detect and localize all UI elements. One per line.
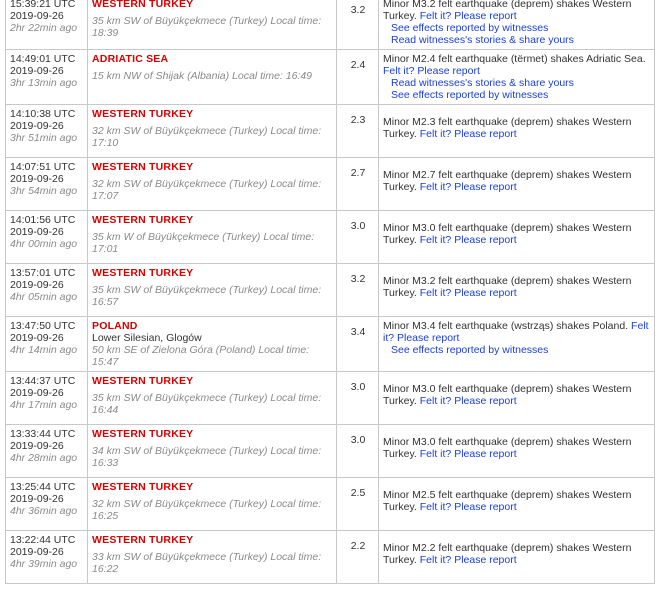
location-detail: 32 km SW of Büyükçekmece (Turkey) Local time: 17:10	[92, 125, 322, 149]
time-ago: 4hr 00min ago	[10, 238, 78, 250]
time-cell	[6, 372, 88, 425]
description-cell	[379, 264, 655, 317]
event-date: 2019-09-26	[10, 493, 64, 505]
description-text	[383, 222, 651, 246]
description-summary: Minor M3.0 felt earthquake (deprem) shakes Western Turkey.	[383, 383, 632, 407]
magnitude-cell	[337, 425, 379, 478]
table-row[interactable]	[6, 264, 655, 317]
region-cell[interactable]	[88, 105, 337, 158]
description-summary: Minor M2.4 felt earthquake (tërmet) shakes Adriatic Sea.	[383, 53, 646, 65]
description-cell	[379, 478, 655, 531]
location-detail: 34 km SW of Büyükçekmece (Turkey) Local time: 16:33	[92, 445, 322, 469]
location-detail: 33 km SW of Büyükçekmece (Turkey) Local time: 16:22	[92, 551, 322, 575]
region-cell[interactable]	[88, 425, 337, 478]
witness-link[interactable]: Read witnesses's stories & share yours	[391, 34, 574, 46]
region-name[interactable]: POLAND	[92, 320, 138, 332]
description-cell	[379, 50, 655, 105]
time-cell	[6, 0, 88, 50]
table-row[interactable]	[6, 211, 655, 264]
felt-it-report-link[interactable]: Felt it? Please report	[419, 395, 517, 407]
description-summary: Minor M3.4 felt earthquake (wstrząs) shakes Poland.	[383, 320, 629, 332]
felt-it-report-link[interactable]: Felt it? Please report	[383, 65, 480, 77]
felt-it-report-link[interactable]: Felt it? Please report	[383, 320, 649, 344]
magnitude-value: 2.7	[350, 167, 366, 179]
utc-time: 14:10:38 UTC	[10, 108, 76, 120]
description-text	[383, 275, 651, 299]
region-cell[interactable]	[88, 478, 337, 531]
magnitude-value: 2.4	[350, 59, 366, 71]
time-cell	[6, 425, 88, 478]
region-name[interactable]: WESTERN TURKEY	[92, 0, 194, 10]
utc-time: 13:44:37 UTC	[10, 375, 76, 387]
event-date: 2019-09-26	[10, 65, 64, 77]
location-detail: 50 km SE of Zielona Góra (Poland) Local time: 15:47	[92, 344, 310, 368]
region-cell[interactable]	[88, 317, 337, 372]
magnitude-cell	[337, 105, 379, 158]
time-ago: 4hr 28min ago	[10, 452, 78, 464]
table-row[interactable]	[6, 372, 655, 425]
time-cell	[6, 50, 88, 105]
table-row[interactable]	[6, 425, 655, 478]
description-cell	[379, 372, 655, 425]
time-ago: 3hr 51min ago	[10, 132, 78, 144]
utc-time: 13:33:44 UTC	[10, 428, 76, 440]
description-summary: Minor M2.2 felt earthquake (deprem) shakes Western Turkey.	[383, 542, 632, 566]
time-cell	[6, 531, 88, 584]
region-cell[interactable]	[88, 0, 337, 50]
description-cell	[379, 425, 655, 478]
region-name[interactable]: WESTERN TURKEY	[92, 267, 194, 279]
region-cell[interactable]	[88, 264, 337, 317]
witness-link[interactable]: See effects reported by witnesses	[391, 344, 549, 356]
event-date: 2019-09-26	[10, 226, 64, 238]
utc-time: 13:57:01 UTC	[10, 267, 76, 279]
description-text	[383, 436, 651, 460]
description-summary: Minor M3.0 felt earthquake (deprem) shakes Western Turkey.	[383, 436, 632, 460]
felt-it-report-link[interactable]: Felt it? Please report	[419, 234, 517, 246]
location-detail: 32 km SW of Büyükçekmece (Turkey) Local time: 17:07	[92, 178, 322, 202]
region-name[interactable]: WESTERN TURKEY	[92, 214, 194, 226]
location-detail: 35 km SW of Büyükçekmece (Turkey) Local time: 16:44	[92, 392, 322, 416]
time-cell	[6, 478, 88, 531]
description-summary: Minor M2.5 felt earthquake (deprem) shakes Western Turkey.	[383, 489, 632, 513]
magnitude-cell	[337, 531, 379, 584]
event-date: 2019-09-26	[10, 387, 64, 399]
time-ago: 4hr 17min ago	[10, 399, 78, 411]
table-row[interactable]	[6, 158, 655, 211]
event-date: 2019-09-26	[10, 440, 64, 452]
description-text	[383, 542, 651, 566]
event-date: 2019-09-26	[10, 332, 64, 344]
witness-link[interactable]: See effects reported by witnesses	[391, 22, 549, 34]
table-row[interactable]	[6, 478, 655, 531]
felt-it-report-link[interactable]: Felt it? Please report	[419, 448, 517, 460]
time-ago: 4hr 05min ago	[10, 291, 78, 303]
magnitude-cell	[337, 0, 379, 50]
location-detail: 32 km SW of Büyükçekmece (Turkey) Local time: 16:25	[92, 498, 322, 522]
magnitude-cell	[337, 211, 379, 264]
location-detail: 35 km SW of Büyükçekmece (Turkey) Local time: 18:39	[92, 15, 322, 39]
description-summary: Minor M2.7 felt earthquake (deprem) shakes Western Turkey.	[383, 169, 632, 193]
magnitude-value: 3.2	[350, 273, 366, 285]
location-detail: 35 km W of Büyükçekmece (Turkey) Local time: 17:01	[92, 231, 315, 255]
felt-it-report-link[interactable]: Felt it? Please report	[419, 554, 517, 566]
description-summary: Minor M3.2 felt earthquake (deprem) shakes Western Turkey.	[383, 0, 632, 22]
location-detail: 35 km SW of Büyükçekmece (Turkey) Local time: 16:57	[92, 284, 322, 308]
region-cell[interactable]	[88, 50, 337, 105]
region-cell[interactable]	[88, 211, 337, 264]
utc-time: 14:01:56 UTC	[10, 214, 76, 226]
event-date: 2019-09-26	[10, 120, 64, 132]
region-name[interactable]: WESTERN TURKEY	[92, 428, 194, 440]
utc-time: 13:47:50 UTC	[10, 320, 76, 332]
utc-time: 14:07:51 UTC	[10, 161, 76, 173]
description-text	[383, 320, 651, 344]
description-cell	[379, 0, 655, 50]
description-summary: Minor M3.2 felt earthquake (deprem) shakes Western Turkey.	[383, 275, 632, 299]
magnitude-value: 2.3	[350, 114, 366, 126]
magnitude-cell	[337, 264, 379, 317]
magnitude-cell	[337, 372, 379, 425]
time-ago: 3hr 54min ago	[10, 185, 78, 197]
region-subdivision: Lower Silesian, Glogów	[92, 332, 202, 344]
event-date: 2019-09-26	[10, 546, 64, 558]
time-ago: 4hr 36min ago	[10, 505, 78, 517]
magnitude-value: 3.0	[350, 381, 366, 393]
felt-it-report-link[interactable]: Felt it? Please report	[419, 10, 517, 22]
description-cell	[379, 211, 655, 264]
description-cell	[379, 105, 655, 158]
description-cell	[379, 531, 655, 584]
felt-it-report-link[interactable]: Felt it? Please report	[419, 501, 517, 513]
description-text	[383, 116, 651, 140]
magnitude-value: 2.5	[350, 487, 366, 499]
earthquake-table-body	[6, 0, 655, 584]
event-date: 2019-09-26	[10, 173, 64, 185]
magnitude-value: 3.2	[350, 4, 366, 16]
felt-it-report-link[interactable]: Felt it? Please report	[419, 181, 517, 193]
region-name[interactable]: WESTERN TURKEY	[92, 161, 194, 173]
description-text	[383, 53, 651, 77]
description-summary: Minor M3.0 felt earthquake (deprem) shakes Western Turkey.	[383, 222, 632, 246]
event-date: 2019-09-26	[10, 10, 64, 22]
event-date: 2019-09-26	[10, 279, 64, 291]
table-row[interactable]	[6, 317, 655, 372]
description-text	[383, 489, 651, 513]
utc-time: 13:25:44 UTC	[10, 481, 76, 493]
description-text	[383, 169, 651, 193]
region-name[interactable]: WESTERN TURKEY	[92, 481, 194, 493]
utc-time: 13:22:44 UTC	[10, 534, 76, 546]
region-cell[interactable]	[88, 158, 337, 211]
magnitude-cell	[337, 158, 379, 211]
region-name[interactable]: ADRIATIC SEA	[92, 53, 169, 65]
time-cell	[6, 105, 88, 158]
time-cell	[6, 264, 88, 317]
description-cell	[379, 317, 655, 372]
magnitude-value: 3.4	[350, 326, 366, 338]
description-text	[383, 383, 651, 407]
time-ago: 4hr 39min ago	[10, 558, 78, 570]
location-detail: 15 km NW of Shijak (Albania) Local time: 16:49	[92, 70, 313, 82]
time-cell	[6, 211, 88, 264]
time-ago: 2hr 22min ago	[10, 22, 78, 34]
magnitude-value: 3.0	[350, 220, 366, 232]
magnitude-cell	[337, 50, 379, 105]
utc-time: 15:39:21 UTC	[10, 0, 76, 10]
description-text	[383, 0, 651, 22]
felt-it-report-link[interactable]: Felt it? Please report	[419, 128, 517, 140]
magnitude-value: 3.0	[350, 434, 366, 446]
table-row[interactable]	[6, 50, 655, 105]
description-cell	[379, 158, 655, 211]
table-row[interactable]	[6, 531, 655, 584]
region-name[interactable]: WESTERN TURKEY	[92, 108, 194, 120]
region-name[interactable]: WESTERN TURKEY	[92, 534, 194, 546]
region-cell[interactable]	[88, 531, 337, 584]
magnitude-cell	[337, 317, 379, 372]
time-ago: 4hr 14min ago	[10, 344, 78, 356]
utc-time: 14:49:01 UTC	[10, 53, 76, 65]
description-summary: Minor M2.3 felt earthquake (deprem) shakes Western Turkey.	[383, 116, 632, 140]
witness-link[interactable]: Read witnesses's stories & share yours	[391, 77, 574, 89]
magnitude-cell	[337, 478, 379, 531]
time-cell	[6, 158, 88, 211]
time-ago: 3hr 13min ago	[10, 77, 78, 89]
magnitude-value: 2.2	[350, 540, 366, 552]
table-row[interactable]	[6, 105, 655, 158]
region-cell[interactable]	[88, 372, 337, 425]
felt-it-report-link[interactable]: Felt it? Please report	[419, 287, 517, 299]
earthquake-table	[5, 0, 655, 584]
witness-link[interactable]: See effects reported by witnesses	[391, 89, 549, 101]
time-cell	[6, 317, 88, 372]
region-name[interactable]: WESTERN TURKEY	[92, 375, 194, 387]
table-row[interactable]	[6, 0, 655, 50]
